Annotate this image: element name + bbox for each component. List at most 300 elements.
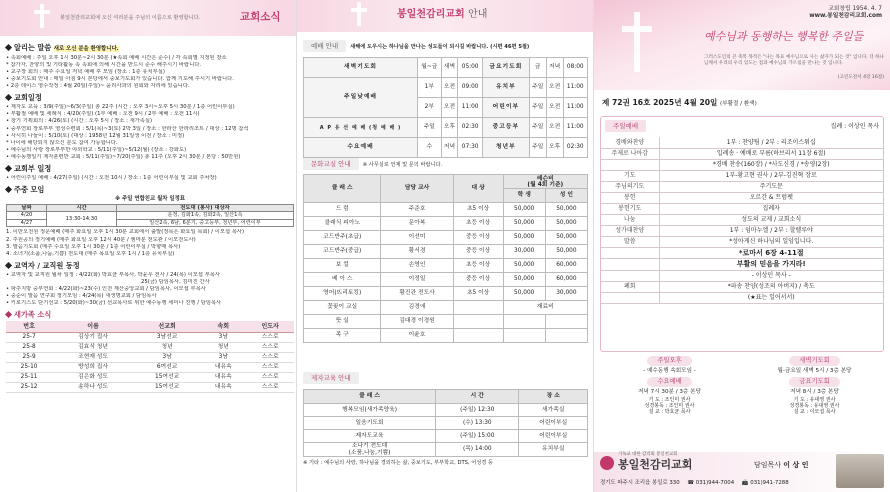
service-item-label: 나눔 — [601, 214, 659, 225]
schedule-line: • 창기 기획회의 : 4/26(토) (시간 : 오후 5시 / 장소 : 새가족실) — [6, 118, 153, 125]
newcomer-cell: 스스로 — [246, 342, 294, 352]
cross-icon — [40, 4, 44, 28]
td-date: 4/27 — [7, 219, 47, 227]
worship-cell: 07:30 — [458, 138, 482, 158]
mission-cell: 행복모임(새가족양육) — [304, 404, 436, 417]
culture-row — [304, 315, 588, 329]
worship-cell: 주일 — [529, 138, 546, 158]
service-item — [601, 225, 883, 236]
th-group: 전도대 (봉사) 대상자 — [117, 204, 294, 212]
culture-note: ※ 사무실로 언제 및 문의 바랍니다. — [362, 161, 443, 168]
culture-cell: 50,000 — [503, 259, 545, 273]
main-service-box — [600, 116, 884, 352]
culture-cell: 초등 이상 — [453, 217, 503, 231]
th-target: 대 상 — [453, 175, 503, 203]
culture-cell: 코드반주(초급) — [304, 231, 381, 245]
mission-cell: 일음기도회 — [304, 417, 436, 430]
cover-slogan: 예수님과 동행하는 행복한 주일들 — [704, 30, 864, 43]
worship-cell: 오후 — [546, 138, 563, 158]
culture-cell: 영어(뜨리토킹) — [304, 287, 381, 301]
worship-cell: 금요기도회 — [482, 58, 529, 78]
culture-section — [303, 158, 588, 343]
service-item — [601, 259, 883, 271]
service-item-label — [601, 271, 659, 282]
culture-cell: 보 컬 — [304, 259, 381, 273]
culture-cell: 50,000 — [545, 245, 587, 259]
sub-service-label: 금요기도회 — [789, 377, 839, 387]
newcomer-row — [6, 342, 294, 352]
worship-cell: 저녁 — [546, 58, 563, 78]
service-item-label — [601, 159, 659, 170]
culture-cell: 황진관 전도사 — [381, 287, 453, 301]
cover-verse: 그러스도인의 큰 축복 목적은 "나는 목표 예수님으로 사는 삶자가 되는 것" 입니다. 더 하나님께서 우리의 우리 있도는 점과 예수님의 가르침을 만나는 것 입니다. — [704, 55, 884, 66]
service-item-label — [601, 259, 659, 271]
culture-cell: 중등 이상 — [453, 273, 503, 287]
newcomer-cell: 25-9 — [6, 352, 52, 362]
th-fee: 레슨비 (월 4회 기준) — [503, 175, 587, 189]
worship-cell: 새벽기도회 — [304, 58, 418, 78]
announce-line: • 중보기도회 안내 : 매일 아침 9시 본당에서 중보기도회가 있습니다. 함께 기도해 주시기 바랍니다. — [6, 76, 234, 83]
culture-cell: 50,000 — [503, 287, 545, 301]
cover-verse-ref: (고린도전서 4장 16절) — [837, 75, 884, 80]
footer-contact: 경기도 파주시 조리읍 봉일로 330 ☎ 031)944-7004 📠 031)941-7288 — [600, 480, 789, 486]
service-item — [601, 271, 883, 282]
culture-cell: 김경애 — [381, 301, 453, 315]
service-item-label — [601, 293, 659, 304]
newcomer-cell: 청년 — [200, 342, 246, 352]
culture-cell: 50,000 — [545, 231, 587, 245]
newcomer-cell: 15여선교 — [134, 372, 200, 382]
banner-welcome: 봉일천감리교회에 오신 여러분을 주님의 이름으로 환영합니다. — [60, 15, 201, 21]
schedule-line: • 제자도 교육 : 3/9(주일)~6/3(주일) 총 22주 (시간 : 오후 3시~오후 5시 30분 / 1층 어린이부실) — [6, 104, 235, 111]
mission-row — [304, 430, 588, 443]
schedule-line: • 중부연회 장로부부 영성수련회 : 5/1(목)~3(토) 2박 3일 / 장소 : 한라산 한라리조트 / 대상 : 12명 참석 — [6, 125, 249, 132]
culture-row — [304, 273, 588, 287]
mission-cell: (주일) 15:00 — [436, 430, 519, 443]
worship-cell: 청년부 — [482, 138, 529, 158]
newcomer-cell: 스스로 — [246, 332, 294, 342]
worship-row — [304, 58, 588, 78]
schedule-line: • 사시히 나들이 : 5/10(토) (대상 : 1958년 12월 31일생 이전 / 장소 : 미정) — [6, 132, 185, 139]
culture-cell: 꽃꽂이 교실 — [304, 301, 381, 315]
culture-cell: 족 구 — [304, 329, 381, 343]
banner-title: 교회소식 — [240, 11, 281, 23]
worship-cell: 11:00 — [563, 118, 588, 138]
cross-icon-bar — [34, 10, 50, 14]
culture-cell: 60,000 — [545, 273, 587, 287]
culture-cell: 이윤호 — [381, 329, 453, 343]
culture-cell: 50,000 — [545, 203, 587, 217]
service-item-value: 1부-황고현 권사 / 2부-김진혁 장로 — [659, 170, 883, 181]
cover-page — [594, 0, 890, 492]
service-item — [601, 293, 883, 304]
culture-cell: 김대경 이경원 — [381, 315, 453, 329]
footer-church-name: 봉일천감리교회 — [618, 458, 693, 471]
worship-cell: 수 — [418, 138, 442, 158]
mission-section — [303, 372, 588, 467]
culture-row — [304, 217, 588, 231]
newcomer-cell: 3남 — [200, 332, 246, 342]
culture-row — [304, 259, 588, 273]
service-item-label: 봉헌 — [601, 192, 659, 203]
culture-cell: 중등 이상 — [453, 245, 503, 259]
cross-icon — [634, 12, 640, 72]
culture-row — [304, 329, 588, 343]
worship-cell: 주일 — [529, 78, 546, 98]
guide-title: 봉일천감리교회 안내 — [397, 9, 488, 20]
staff-line: • 키로기스도 단기선교 : 5/20(화)~30(금) 선교목사로 위한 예수동행 세미나 진행 / 담임목사 — [6, 300, 222, 307]
mission-row — [304, 417, 588, 430]
td-date: 4/20 — [7, 212, 47, 220]
worship-note: 새해에 도우시는 하나님을 만나는 성도들이 되시길 바랍니다. (시편 46편 5절) — [350, 43, 530, 50]
newcomer-cell: 15여선교 — [134, 382, 200, 392]
sub-service-label: 수요예배 — [647, 377, 691, 387]
sub-service-label: 주일오후 — [647, 356, 691, 366]
newcomer-cell: 3남 — [134, 352, 200, 362]
mission-note: ※ 기타 : 예수님의 사랑, 하나님을 경외하는 삶, 중보기도, 부부학교, DTS, 어성경 등 — [303, 460, 493, 467]
worship-cell: 11:00 — [563, 78, 588, 98]
worship-cell: 유치부 — [482, 78, 529, 98]
staff-line: 25(금) 담임목사, 김미진 간사 — [141, 278, 210, 285]
service-item-label — [601, 247, 659, 259]
worship-cell: 오전 — [546, 78, 563, 98]
newcomer-cell: 스스로 — [246, 382, 294, 392]
service-item — [601, 282, 883, 293]
th-mission: 선교회 — [134, 321, 200, 332]
th-guide: 인도자 — [246, 321, 294, 332]
newcomer-cell: 스스로 — [246, 352, 294, 362]
worship-cell: 11:00 — [563, 98, 588, 118]
service-item — [601, 137, 883, 148]
mission-cell: 제자도교육 — [304, 430, 436, 443]
newcomer-cell: 6여선교 — [134, 362, 200, 372]
section-meetings: 주중 모임 — [6, 185, 294, 194]
culture-cell: 50,000 — [503, 203, 545, 217]
church-guide-page — [297, 0, 594, 492]
culture-cell: 60,000 — [545, 259, 587, 273]
newcomer-cell: 조현재 성도 — [52, 352, 134, 362]
sub-service-label: 새벽기도회 — [789, 356, 839, 366]
service-item — [601, 247, 883, 259]
announce-line: • 교구장 회의 : 매주 수요일 저녁 예배 후 모임 (장소 : 1층 유치부실) — [6, 68, 165, 75]
footer — [594, 452, 890, 492]
service-item-value: *파송 찬양(성조의 아버지) / 축도 — [659, 282, 883, 293]
culture-cell: 50,000 — [503, 231, 545, 245]
culture-cell: 30,000 — [545, 287, 587, 301]
meeting-line: 1. 이만오천원 정운예배 (매주 화요일 오후 1시 30분 교회에서 출발(정목은 화요일 목회) / 이모셥 목사) — [6, 229, 245, 236]
culture-cell — [545, 329, 587, 343]
meeting-line: 3. 말음기도회 (매주 수요일 오후 1시 30분 / 1층 어린이부실 / 박향매 목사) — [6, 243, 181, 250]
mission-table — [303, 389, 588, 457]
worship-row — [304, 118, 588, 138]
worship-cell: 새벽 — [441, 58, 458, 78]
culture-cell: 재료비 — [503, 301, 587, 315]
worship-cell: 주일낮예배 — [304, 78, 418, 118]
mission-row — [304, 404, 588, 417]
culture-cell: 50,000 — [503, 217, 545, 231]
worship-cell: 주일 — [418, 118, 442, 138]
service-item — [601, 181, 883, 192]
culture-row — [304, 203, 588, 217]
mission-cell: (수) 13:30 — [436, 417, 519, 430]
service-item-value: 집례자 — [659, 203, 883, 214]
worship-cell: 02:30 — [458, 118, 482, 138]
worship-cell: 오후 — [441, 118, 458, 138]
worship-cell: 주일 — [529, 98, 546, 118]
worship-cell: 08:00 — [563, 58, 588, 78]
service-item-value: - 이상인 목사 - — [659, 271, 883, 282]
culture-cell — [503, 329, 545, 343]
culture-cell — [453, 301, 503, 315]
th-student: 학 생 — [503, 189, 545, 203]
worship-row — [304, 138, 588, 158]
sub-service-extra: 기 도 : 유대영 권사 성경봉독 : 유대영 권사 설 교 : 이모셥 목사 — [789, 396, 840, 415]
newcomer-row — [6, 362, 294, 372]
worship-cell: 주일 — [529, 118, 546, 138]
service-item-label: 주님의기도 — [601, 181, 659, 192]
newcomer-cell: 송하나 성도 — [52, 382, 134, 392]
footer-pastor: 담임목사 이 상 인 — [754, 461, 809, 469]
th-teacher: 담당 교사 — [381, 175, 453, 203]
staff-line: • 파주지방 중부연회 : 4/22(화)~23(수) 인천 계산중앙교회 / 담임목사, 이모셥 부목사 — [6, 285, 206, 292]
culture-cell: 문아복 — [381, 217, 453, 231]
mission-row — [304, 443, 588, 457]
announce-line: * 참가자, 찬양의 및 기타활동 속 속회에 의해 시간을 반드시 준수 해주시기 바랍니다. — [6, 61, 202, 68]
culture-cell: 베 이 스 — [304, 273, 381, 287]
culture-row — [304, 231, 588, 245]
news-body — [6, 40, 294, 393]
church-news-page — [0, 0, 297, 492]
culture-cell: 황서경 — [381, 245, 453, 259]
culture-cell: 손영인 — [381, 259, 453, 273]
service-item — [601, 170, 883, 181]
th-place: 장 소 — [519, 390, 588, 404]
td-group: 일산2속, 6남, 6분기, 중고등부, 청년부, 어린이부 — [117, 219, 294, 227]
worship-cell: 09:00 — [458, 78, 482, 98]
culture-cell — [453, 315, 503, 329]
meeting-line: 4. 소녀기(소품,나눔,기쁨) 전도대 (매주 목요일 오후 1시 / 1층 유치부실) — [6, 250, 175, 257]
worship-cell: 월~금 — [418, 58, 442, 78]
main-service-leader: 집례 : 이상인 목사 — [830, 123, 879, 131]
announce-line: • 2층 테이스 영수작정 : 4월 20일(주일)~ 윤리사과의 원회와 자리에 있습니다. — [6, 83, 190, 90]
worship-cell: 오전 — [441, 98, 458, 118]
service-item-label: 주제로 나아감 — [601, 148, 659, 159]
sub-service — [745, 356, 884, 375]
worship-cell: A P 유 선 예 배 (청 예 배 ) — [304, 118, 418, 138]
service-item-value: 입례송 · 예배로 부름(하브리서 11장 6절) — [659, 148, 883, 159]
newcomer-row — [6, 332, 294, 342]
worship-label: 예배 안내 — [303, 40, 346, 52]
sub-service-extra: 기 도 : 조인미 권사 성경봉독 : 조인미 권사 설 교 : 박효균 목사 — [644, 396, 695, 415]
section-department: 교회부 일정 — [6, 164, 294, 173]
th-date: 날짜 — [7, 204, 47, 212]
th-adult: 성 인 — [545, 189, 587, 203]
newcomer-cell: 25-7 — [6, 332, 52, 342]
service-item-label: 경배와찬양 — [601, 137, 659, 148]
newcomer-cell: 25-11 — [6, 372, 52, 382]
worship-cell: 중고등부 — [482, 118, 529, 138]
td-group: 운정, 김화1속, 김화2속, 일산1속 — [117, 212, 294, 220]
mission-label: 제자교육 안내 — [303, 372, 359, 384]
culture-cell: 30,000 — [503, 245, 545, 259]
service-item-value: 부활의 믿음을 가지라! — [659, 259, 883, 271]
mission-cell: (목) 14:00 — [436, 443, 519, 457]
worship-cell: 수요예배 — [304, 138, 418, 158]
cross-icon-bar — [622, 26, 652, 32]
newcomer-cell: 스스로 — [246, 362, 294, 372]
meetings-caption: ※ 주일 연합친교 월차 일정표 — [114, 196, 186, 203]
culture-cell — [503, 315, 545, 329]
worship-cell: 05:00 — [458, 58, 482, 78]
cross-icon-bar — [351, 8, 367, 12]
culture-table — [303, 174, 588, 343]
service-item-value: 1부 : 찬양팀 / 2부 : 리조이스워십 — [659, 137, 883, 148]
td-time: 13:30-14:30 — [47, 212, 117, 227]
newcomer-cell: 내유속 — [200, 382, 246, 392]
announce-line: • 속회예배 : 주일 오후 1시 30분~2시 30분 (★속회 예배 시간은 준수) / 각 속회별 지정된 장소 — [6, 54, 227, 61]
worship-section — [303, 40, 588, 158]
culture-row — [304, 245, 588, 259]
church-url: www.봉일천감리교회.com — [809, 13, 882, 20]
culture-cell — [545, 315, 587, 329]
th-time: 시 간 — [436, 390, 519, 404]
newcomer-cell: 내유속 — [200, 372, 246, 382]
worship-cell: 1부 — [418, 78, 442, 98]
newcomer-row — [6, 382, 294, 392]
culture-cell — [453, 329, 503, 343]
service-item — [601, 236, 883, 247]
service-item-label: 폐회 — [601, 282, 659, 293]
section-announcements: 알리는 말씀 새로 오신 분을 환영합니다. — [6, 43, 294, 53]
cross-icon — [357, 2, 361, 26]
newcomer-cell: 25-8 — [6, 342, 52, 352]
service-item-value: *로마서 6장 4-11절 — [659, 247, 883, 259]
worship-cell: 02:30 — [563, 138, 588, 158]
culture-cell: 초5 이상 — [453, 203, 503, 217]
culture-cell: 초5 이상 — [453, 287, 503, 301]
worship-cell: 저녁 — [441, 138, 458, 158]
mission-cell: 어린이부실 — [519, 417, 588, 430]
founding-date: 교회창립 1954. 4. 7 — [828, 6, 882, 12]
worship-cell: 오전 — [546, 98, 563, 118]
culture-cell: 초등 이상 — [453, 259, 503, 273]
service-item-value: (★표는 일어서서) — [659, 293, 883, 304]
issue-line: 제 72권 16호 2025년 4월 20일 (부활절 / 환색) — [602, 98, 757, 107]
th-class: 클 래 스 — [304, 175, 381, 203]
newcomer-row — [6, 372, 294, 382]
newcomer-cell: 김은화 성도 — [52, 372, 134, 382]
sub-service — [600, 356, 739, 375]
culture-cell: 50,000 — [545, 217, 587, 231]
sub-service — [600, 377, 739, 415]
newcomer-cell: 김효식 청년 — [52, 342, 134, 352]
service-item-value: *경배 찬송(160장) / *사도신경 / *송영(2장) — [659, 159, 883, 170]
mission-cell: (주일) 12:30 — [436, 404, 519, 417]
cover-top — [809, 6, 882, 20]
culture-label: 문화교실 안내 — [303, 158, 359, 170]
service-item — [601, 203, 883, 214]
service-item — [601, 159, 883, 170]
newcomer-cell: 청년 — [134, 342, 200, 352]
culture-cell: 이선미 — [381, 231, 453, 245]
service-item-value: 오르간 & 트럼펫 — [659, 192, 883, 203]
schedule-line: • 예수님의 사랑 장로부부반 야외학교 : 5/11(주일)~5/12(월) (장소 : 강화도) — [6, 146, 187, 153]
section-schedule: 교회일정 — [6, 93, 294, 102]
service-item-value: 1부 : 임마누엘 / 2부 : 할렐루야 — [659, 225, 883, 236]
worship-cell: 어린이부 — [482, 98, 529, 118]
sub-service — [745, 377, 884, 415]
newcomer-cell: 방성희 집사 — [52, 362, 134, 372]
church-building-image — [836, 454, 884, 488]
service-item — [601, 214, 883, 225]
th-class: 클 래 스 — [304, 390, 436, 404]
mission-cell: 새가족실 — [519, 404, 588, 417]
newcomer-cell: 25-12 — [6, 382, 52, 392]
worship-row — [304, 78, 588, 98]
culture-cell: 주준호 — [381, 203, 453, 217]
worship-cell: 2부 — [418, 98, 442, 118]
worship-cell: 11:00 — [458, 98, 482, 118]
newcomer-cell: 3남 — [200, 352, 246, 362]
service-item-value: 주기도문 — [659, 181, 883, 192]
service-item-label: 말씀 — [601, 236, 659, 247]
section-staff: 교역자 / 교직원 동정 — [6, 261, 294, 270]
sub-service-line: 저녁 7시 30분 / 3층 본당 — [638, 388, 701, 395]
culture-cell: 뜻 실 — [304, 315, 381, 329]
th-time: 시간 — [47, 204, 117, 212]
schedule-line: • 예수동행일기 제자훈련반 교회 : 5/11(주일)~7/20(주일) 총 11주 (오후 2시 30분 / 본당 : 50만원) — [6, 153, 241, 160]
newcomer-cell: 스스로 — [246, 372, 294, 382]
staff-line: • 중순이 말음 연구회 정기모임 : 4/24(목) 새생명교회 / 담임목사 — [6, 293, 157, 300]
church-logo-icon — [600, 456, 614, 470]
sub-services — [600, 356, 884, 444]
service-item-label: 성가대찬양 — [601, 225, 659, 236]
culture-cell: 이정일 — [381, 273, 453, 287]
culture-cell: 중등 이상 — [453, 231, 503, 245]
sub-service-line: - 예수동행 속회모임 - — [643, 367, 696, 374]
schedule-line: * 나이에 해당되지 않으신 분도 참여 가능합니다. — [6, 139, 118, 146]
culture-row — [304, 287, 588, 301]
worship-times-table — [303, 57, 588, 158]
culture-cell: 드 럼 — [304, 203, 381, 217]
schedule-line: • 부활절 예배 및 세례식 : 4/20(주일) (1부 예배 : 오전 9시 / 2부 예배 : 오전 11시) — [6, 111, 200, 118]
newcomer-cell: 3남선교 — [134, 332, 200, 342]
culture-cell: 코드반주(중급) — [304, 245, 381, 259]
newcomer-row — [6, 352, 294, 362]
mission-cell: 유치부실 — [519, 443, 588, 457]
culture-cell: 50,000 — [503, 273, 545, 287]
service-item-label: 기도 — [601, 170, 659, 181]
mission-cell: 소나기 전도대 (소품,나눔,기쁨) — [304, 443, 436, 457]
staff-line: • 교역자 및 교직원 월차 일정 : 4/22(화) 박효균 부목사, 박윤우 전사 / 24(목) 이모셥 부목사 — [6, 271, 221, 278]
service-item — [601, 192, 883, 203]
newcomer-cell: 내유속 — [200, 362, 246, 372]
th-no: 번호 — [6, 321, 52, 332]
worship-cell: 금 — [529, 58, 546, 78]
department-line: • 어린이주일 예배 : 4/27(주일) (시간 : 오전 10시 / 장소 : 1층 어린이부실 및 교회 주차장) — [6, 174, 217, 181]
worship-cell: 오전 — [546, 118, 563, 138]
th-cell: 속회 — [200, 321, 246, 332]
mission-cell: 어린이부실 — [519, 430, 588, 443]
service-item — [601, 148, 883, 159]
main-service-label: 주일예배 — [605, 120, 646, 132]
worship-cell: 오전 — [441, 78, 458, 98]
service-item-value: *성아게신 하나님의 일임입니다. — [659, 236, 883, 247]
culture-cell: 클래식 피아노 — [304, 217, 381, 231]
order-of-service — [601, 137, 883, 304]
newcomer-table — [6, 321, 294, 393]
sub-service-line: 월-금요일 새벽 5시 / 3층 본당 — [777, 367, 852, 374]
